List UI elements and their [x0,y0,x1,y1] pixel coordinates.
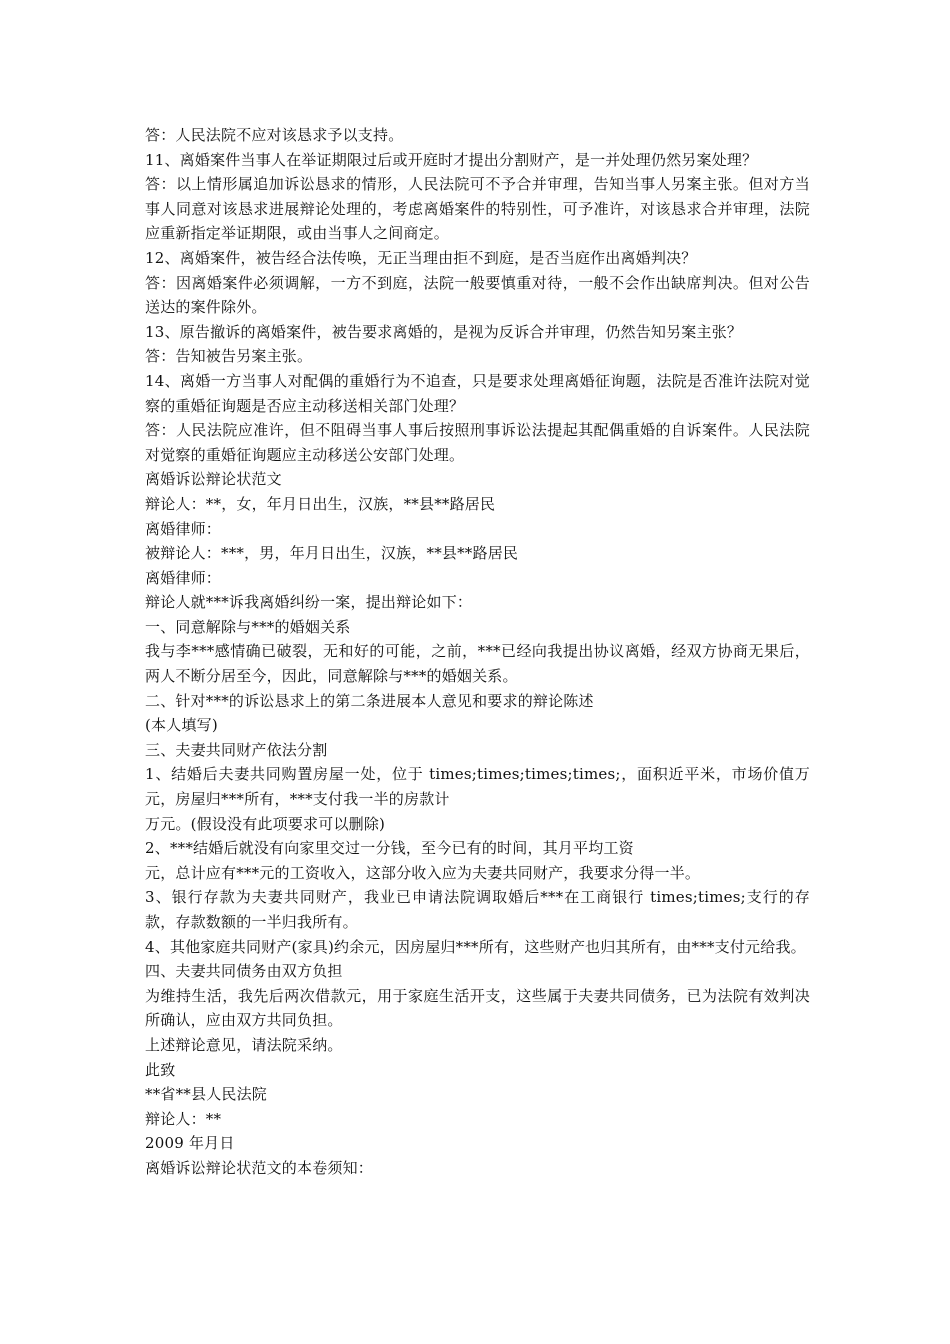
heading-2: 二、针对***的诉讼恳求上的第二条进展本人意见和要求的辩论陈述 [145,691,594,710]
heading-3: 三、夫妻共同财产依法分割 [145,740,328,759]
lawyer-line: 离婚律师： [145,568,222,587]
date-line: 2009 年月日 [145,1134,235,1153]
question-12: 12、离婚案件，被告经合法传唤，无正当理由拒不到庭，是否当庭作出离婚判决？ [145,248,697,267]
court-name: **省**县人民法院 [145,1085,268,1104]
answer-13: 答：告知被告另案主张。 [145,347,313,366]
item-4: 4、其他家庭共同财产(家具)约余元，因房屋归***所有，这些财产也归其所有，由***支付元给我。 [145,937,806,956]
item-1: 1、结婚后夫妻共同购置房屋一处，位于 times;times;times;times;，面积近平米，市场价值万元，房屋归***所有，***支付我一半的房款计 [145,765,810,809]
heading-4: 四、夫妻共同债务由双方负担 [145,962,343,981]
intro-line: 辩论人就***诉我离婚纠纷一案，提出辩论如下： [145,593,473,612]
note-line: (本人填写) [145,716,218,735]
question-11: 11、离婚案件当事人在举证期限过后或开庭时才提出分割财产，是一并处理仍然另案处理？ [145,150,758,169]
signature-line: 辩论人：** [145,1109,222,1128]
closing-line: 上述辩论意见，请法院采纳。 [145,1035,343,1054]
question-13: 13、原告撤诉的离婚案件，被告要求离婚的，是视为反诉合并审理，仍然告知另案主张？ [145,322,743,341]
item-3: 3、银行存款为夫妻共同财产，我业已申请法院调取婚后***在工商银行 times;times;支行的存款，存款数额的一半归我所有。 [145,888,810,931]
heading-1: 一、同意解除与***的婚姻关系 [145,617,351,636]
salutation: 此致 [145,1060,176,1079]
item-2: 2、***结婚后就没有向家里交过一分钱，至今已有的时间，其月平均工资 [145,839,634,858]
paragraph: 我与李***感情确已破裂，无和好的可能，之前，***已经向我提出协议离婚，经双方协商无果后，两人不断分居至今，因此，同意解除与***的婚姻关系。 [145,642,810,686]
document-body [145,123,810,1181]
section-title: 离婚诉讼辩论状范文 [145,470,282,489]
paragraph: 为维持生活，我先后两次借款元，用于家庭生活开支，这些属于夫妻共同债务，已为法院有效判决所确认，应由双方共同负担。 [145,986,810,1030]
item-1-cont: 万元。(假设没有此项要求可以删除) [145,814,386,833]
item-2-cont: 元，总计应有***元的工资收入，这部分收入应为夫妻共同财产，我要求分得一半。 [145,863,701,882]
lawyer-line: 离婚律师： [145,519,222,538]
question-14: 14、离婚一方当事人对配偶的重婚行为不追查，只是要求处理离婚征询题，法院是否准许法院对觉察的重婚征询题是否应主动移送相关部门处理？ [145,371,810,415]
answer-14: 答：人民法院应准许，但不阻碍当事人事后按照刑事诉讼法提起其配偶重婚的自诉案件。人民法院对觉察的重婚征询题应主动移送公安部门处理。 [145,421,810,464]
answer-11: 答：以上情形属追加诉讼恳求的情形，人民法院可不予合并审理，告知当事人另案主张。但对方当事人同意对该恳求进展辩论处理的，考虑离婚案件的特别性，可予准许，对该恳求合并审理，法院应重新指定举证期限，或由当事人之间商定。 [145,175,810,243]
notes-heading: 离婚诉讼辩论状范文的本卷须知： [145,1158,374,1177]
opposing-party-line: 被辩论人：***，男，年月日出生，汉族，**县**路居民 [145,544,519,563]
respondent-line: 辩论人：**，女，年月日出生，汉族，**县**路居民 [145,494,496,513]
answer-line: 答：人民法院不应对该恳求予以支持。 [145,126,404,144]
answer-12: 答：因离婚案件必须调解，一方不到庭，法院一般要慎重对待，一般不会作出缺席判决。但对公告送达的案件除外。 [145,273,810,317]
